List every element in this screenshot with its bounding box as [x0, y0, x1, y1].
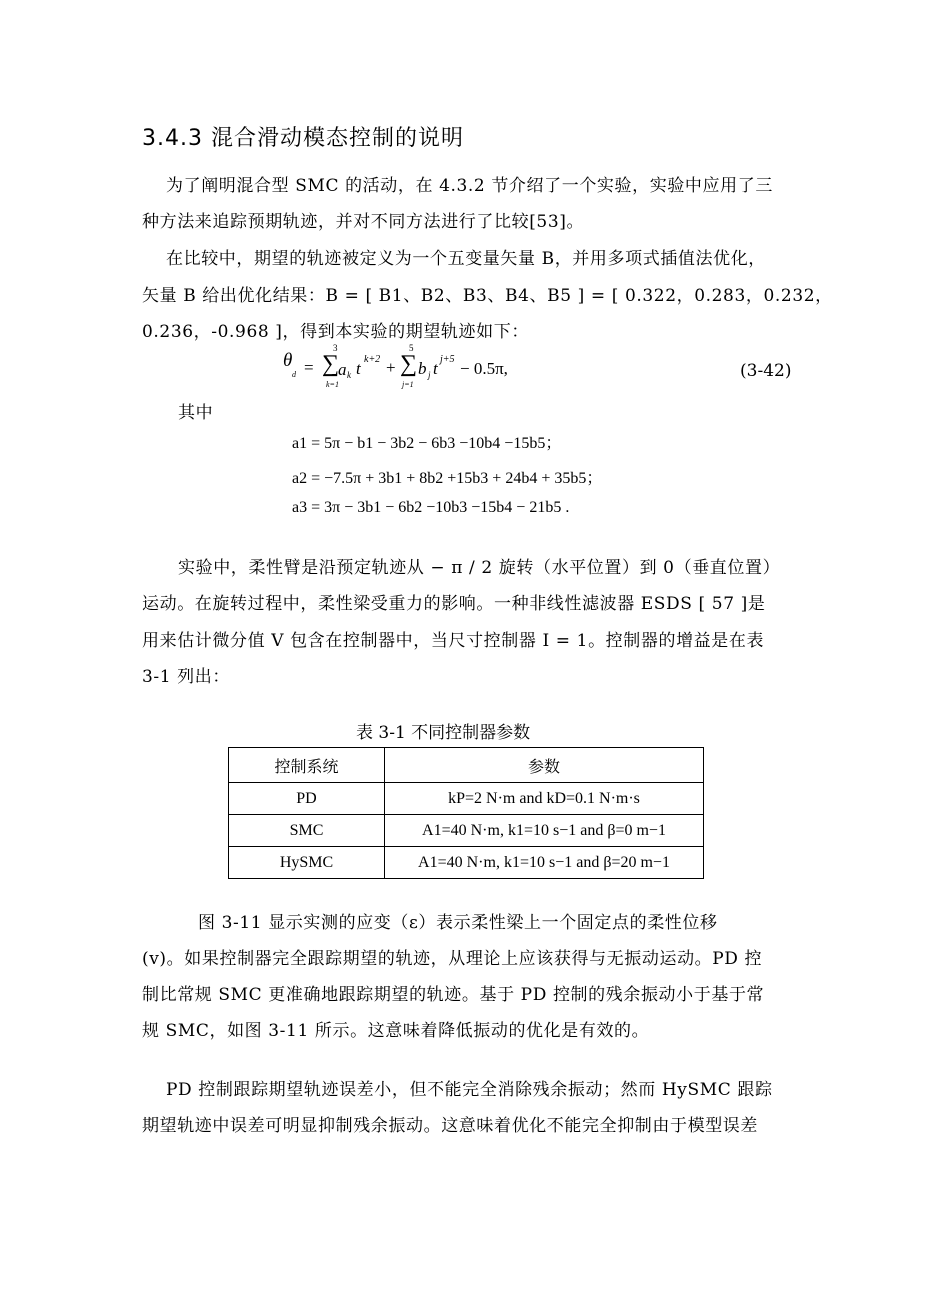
- paragraph-5-line-1: PD 控制跟踪期望轨迹误差小，但不能完全消除残余振动；然而 HySMC 跟踪: [166, 1080, 773, 1100]
- cell-params: kP=2 N·m and kD=0.1 N·m·s: [385, 783, 704, 815]
- table-row: [229, 783, 704, 815]
- paragraph-3-line-4: 3-1 列出：: [142, 667, 230, 687]
- paragraph-3-line-3: 用来估计微分值 V 包含在控制器中，当尺寸控制器 I = 1。控制器的增益是在表: [142, 631, 765, 651]
- paragraph-2-line-1: 在比较中，期望的轨迹被定义为一个五变量矢量 B，并用多项式插值法优化，: [166, 249, 766, 269]
- eq-term1-sub: k: [347, 370, 351, 380]
- eq-term2-exp: j+5: [440, 354, 455, 365]
- eq-sum-1: ∑: [322, 351, 340, 377]
- paragraph-2-line-2: 矢量 B 给出优化结果：B = [ B1、B2、B3、B4、B5 ] = [ 0.322，0.283，0.232，: [142, 286, 833, 306]
- paragraph-3-line-2: 运动。在旋转过程中，柔性梁受重力的影响。一种非线性滤波器 ESDS [ 57 ]是: [142, 594, 766, 614]
- paragraph-4-line-1: 图 3-11 显示实测的应变（ε）表示柔性梁上一个固定点的柔性位移: [198, 913, 718, 933]
- paragraph-3-line-1: 实验中，柔性臂是沿预定轨迹从 − π / 2 旋转（水平位置）到 0（垂直位置）: [178, 558, 781, 578]
- cell-system: SMC: [229, 815, 385, 847]
- eq-tail: − 0.5π,: [460, 359, 508, 378]
- eq-sum-1-top: 3: [333, 343, 338, 353]
- eq-equals: =: [304, 358, 314, 377]
- equation-number: (3-42): [740, 361, 792, 381]
- paragraph-2-line-3: 0.236，-0.968 ]，得到本实验的期望轨迹如下：: [142, 322, 529, 342]
- cell-params: A1=40 N·m, k1=10 s−1 and β=0 m−1: [385, 815, 704, 847]
- paragraph-5-line-2: 期望轨迹中误差可明显抑制残余振动。这意味着优化不能完全抑制由于模型误差: [142, 1116, 758, 1136]
- eq-theta: θ: [283, 350, 293, 371]
- coefficient-a2: a2 = −7.5π + 3b1 + 8b2 +15b3 + 24b4 + 35b5；: [292, 470, 603, 487]
- paragraph-4-line-2: (v)。如果控制器完全跟踪期望的轨迹，从理论上应该获得与无振动运动。PD 控: [142, 949, 763, 969]
- eq-theta-sub: d: [292, 370, 296, 379]
- paragraph-1-line-1: 为了阐明混合型 SMC 的活动，在 4.3.2 节介绍了一个实验，实验中应用了三: [166, 176, 773, 196]
- paragraph-1-line-2: 种方法来追踪预期轨迹，并对不同方法进行了比较[53]。: [142, 212, 585, 232]
- cell-params: A1=40 N·m, k1=10 s−1 and β=20 m−1: [385, 847, 704, 879]
- cell-system: PD: [229, 783, 385, 815]
- table-row: [229, 847, 704, 879]
- section-heading: 3.4.3 混合滑动模态控制的说明: [142, 126, 464, 151]
- cell-system: HySMC: [229, 847, 385, 879]
- eq-term1-exp: k+2: [364, 354, 381, 365]
- table-caption: 表 3-1 不同控制器参数: [356, 723, 531, 743]
- table-header-row: [229, 748, 704, 783]
- eq-plus: +: [386, 358, 396, 377]
- table-row: [229, 815, 704, 847]
- parameters-table: [228, 747, 704, 879]
- eq-term2-b: b: [418, 359, 427, 378]
- paragraph-4-line-4: 规 SMC，如图 3-11 所示。这意味着降低振动的优化是有效的。: [142, 1021, 650, 1041]
- header-parameters: 参数: [385, 748, 704, 783]
- paragraph-4-line-3: 制比常规 SMC 更准确地跟踪期望的轨迹。基于 PD 控制的残余振动小于基于常: [142, 985, 765, 1005]
- coefficient-a3: a3 = 3π − 3b1 − 6b2 −10b3 −15b4 − 21b5 .: [292, 499, 570, 516]
- eq-term2-t: t: [433, 359, 438, 378]
- eq-sum-2-top: 5: [409, 343, 414, 353]
- eq-sum-2: ∑: [400, 351, 418, 377]
- eq-term2-sub: j: [428, 370, 431, 380]
- coefficient-a1: a1 = 5π − b1 − 3b2 − 6b3 −10b4 −15b5；: [292, 435, 562, 452]
- eq-sum-1-bottom: k=1: [326, 380, 339, 389]
- where-label: 其中: [178, 403, 214, 423]
- eq-sum-2-bottom: j=1: [402, 380, 414, 389]
- eq-term1-a: a: [338, 360, 347, 379]
- eq-term1-t: t: [356, 359, 361, 378]
- header-control-system: 控制系统: [229, 748, 385, 783]
